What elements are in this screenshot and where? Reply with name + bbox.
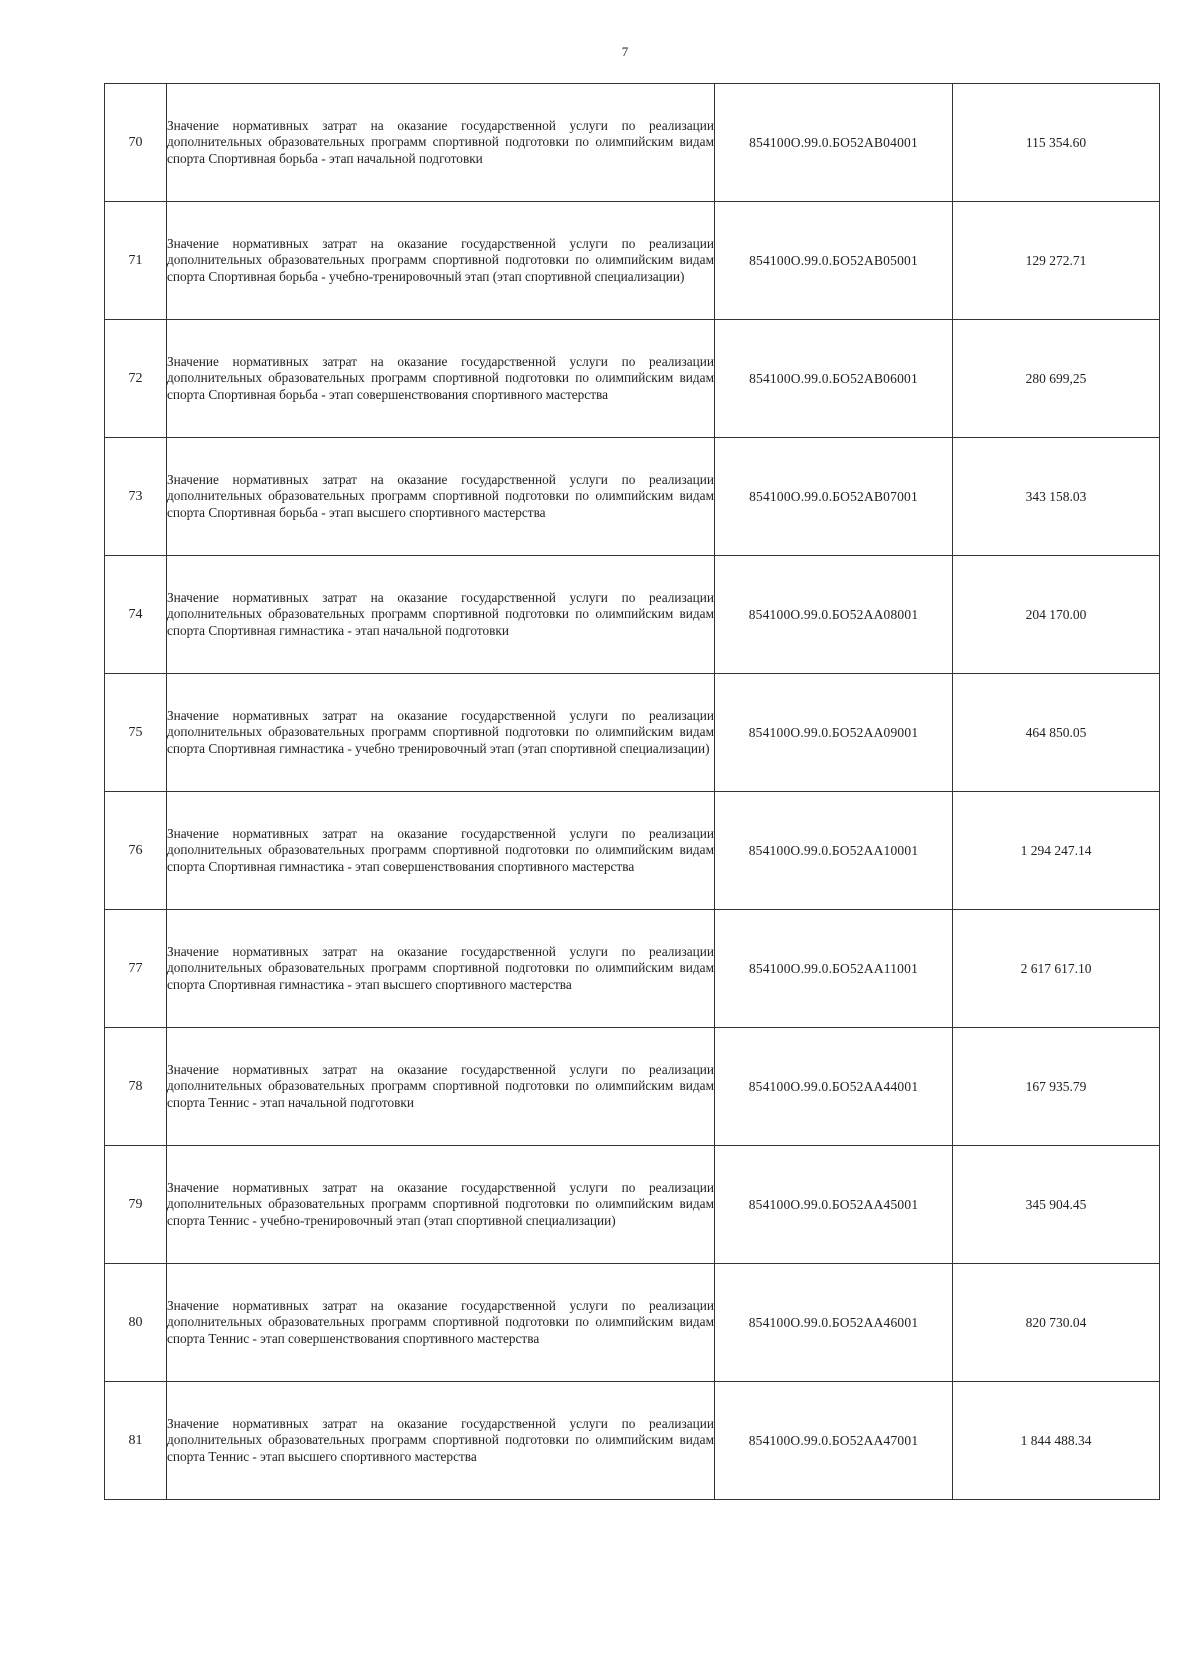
row-description: Значение нормативных затрат на оказание государственной услуги по реализации дополнительных образовательных программ спортивной подготовки по олимпийским видам спорта Спортивная гимнастика - этап совершенствования спортивного мастерства <box>167 792 715 910</box>
table-row <box>105 556 1160 674</box>
row-service-code: 854100О.99.0.БО52АВ07001 <box>715 438 953 556</box>
row-cost-value: 129 272.71 <box>953 202 1160 320</box>
row-number: 70 <box>105 84 167 202</box>
row-description: Значение нормативных затрат на оказание государственной услуги по реализации дополнительных образовательных программ спортивной подготовки по олимпийским видам спорта Спортивная гимнастика - этап начальной подготовки <box>167 556 715 674</box>
table-row <box>105 438 1160 556</box>
row-number: 80 <box>105 1264 167 1382</box>
row-service-code: 854100О.99.0.БО52АА08001 <box>715 556 953 674</box>
table-row <box>105 202 1160 320</box>
table-row <box>105 1028 1160 1146</box>
row-cost-value: 345 904.45 <box>953 1146 1160 1264</box>
table-row <box>105 1264 1160 1382</box>
row-cost-value: 2 617 617.10 <box>953 910 1160 1028</box>
row-description: Значение нормативных затрат на оказание государственной услуги по реализации дополнительных образовательных программ спортивной подготовки по олимпийским видам спорта Теннис - этап начальной подготовки <box>167 1028 715 1146</box>
row-service-code: 854100О.99.0.БО52АВ05001 <box>715 202 953 320</box>
row-cost-value: 167 935.79 <box>953 1028 1160 1146</box>
row-cost-value: 1 844 488.34 <box>953 1382 1160 1500</box>
row-number: 75 <box>105 674 167 792</box>
row-number: 78 <box>105 1028 167 1146</box>
row-service-code: 854100О.99.0.БО52АВ04001 <box>715 84 953 202</box>
normative-costs-table <box>104 83 1160 1500</box>
row-service-code: 854100О.99.0.БО52АА47001 <box>715 1382 953 1500</box>
row-description: Значение нормативных затрат на оказание государственной услуги по реализации дополнительных образовательных программ спортивной подготовки по олимпийским видам спорта Теннис - учебно-тренировочный этап (этап спортивной специализации) <box>167 1146 715 1264</box>
table-row <box>105 1382 1160 1500</box>
row-description: Значение нормативных затрат на оказание государственной услуги по реализации дополнительных образовательных программ спортивной подготовки по олимпийским видам спорта Теннис - этап совершенствования спортивного мастерства <box>167 1264 715 1382</box>
table-row <box>105 910 1160 1028</box>
row-service-code: 854100О.99.0.БО52АА45001 <box>715 1146 953 1264</box>
row-number: 81 <box>105 1382 167 1500</box>
row-number: 72 <box>105 320 167 438</box>
row-service-code: 854100О.99.0.БО52АВ06001 <box>715 320 953 438</box>
table-row <box>105 1146 1160 1264</box>
row-description: Значение нормативных затрат на оказание государственной услуги по реализации дополнительных образовательных программ спортивной подготовки по олимпийским видам спорта Спортивная борьба - учебно-тренировочный этап (этап спортивной специализации) <box>167 202 715 320</box>
row-cost-value: 115 354.60 <box>953 84 1160 202</box>
row-number: 76 <box>105 792 167 910</box>
row-cost-value: 820 730.04 <box>953 1264 1160 1382</box>
row-description: Значение нормативных затрат на оказание государственной услуги по реализации дополнительных образовательных программ спортивной подготовки по олимпийским видам спорта Спортивная борьба - этап высшего спортивного мастерства <box>167 438 715 556</box>
table-row <box>105 84 1160 202</box>
row-number: 77 <box>105 910 167 1028</box>
row-description: Значение нормативных затрат на оказание государственной услуги по реализации дополнительных образовательных программ спортивной подготовки по олимпийским видам спорта Спортивная борьба - этап начальной подготовки <box>167 84 715 202</box>
row-cost-value: 280 699,25 <box>953 320 1160 438</box>
row-service-code: 854100О.99.0.БО52АА46001 <box>715 1264 953 1382</box>
row-cost-value: 1 294 247.14 <box>953 792 1160 910</box>
table-row <box>105 320 1160 438</box>
row-number: 71 <box>105 202 167 320</box>
row-description: Значение нормативных затрат на оказание государственной услуги по реализации дополнительных образовательных программ спортивной подготовки по олимпийским видам спорта Спортивная гимнастика - этап высшего спортивного мастерства <box>167 910 715 1028</box>
row-service-code: 854100О.99.0.БО52АА10001 <box>715 792 953 910</box>
row-number: 73 <box>105 438 167 556</box>
row-description: Значение нормативных затрат на оказание государственной услуги по реализации дополнительных образовательных программ спортивной подготовки по олимпийским видам спорта Спортивная гимнастика - учебно тренировочный этап (этап спортивной специализации) <box>167 674 715 792</box>
row-description: Значение нормативных затрат на оказание государственной услуги по реализации дополнительных образовательных программ спортивной подготовки по олимпийским видам спорта Спортивная борьба - этап совершенствования спортивного мастерства <box>167 320 715 438</box>
row-number: 79 <box>105 1146 167 1264</box>
row-service-code: 854100О.99.0.БО52АА09001 <box>715 674 953 792</box>
row-service-code: 854100О.99.0.БО52АА11001 <box>715 910 953 1028</box>
row-description: Значение нормативных затрат на оказание государственной услуги по реализации дополнительных образовательных программ спортивной подготовки по олимпийским видам спорта Теннис - этап высшего спортивного мастерства <box>167 1382 715 1500</box>
row-number: 74 <box>105 556 167 674</box>
row-service-code: 854100О.99.0.БО52АА44001 <box>715 1028 953 1146</box>
table-row <box>105 792 1160 910</box>
row-cost-value: 204 170.00 <box>953 556 1160 674</box>
page-number: 7 <box>621 44 629 59</box>
row-cost-value: 464 850.05 <box>953 674 1160 792</box>
row-cost-value: 343 158.03 <box>953 438 1160 556</box>
table-row <box>105 674 1160 792</box>
